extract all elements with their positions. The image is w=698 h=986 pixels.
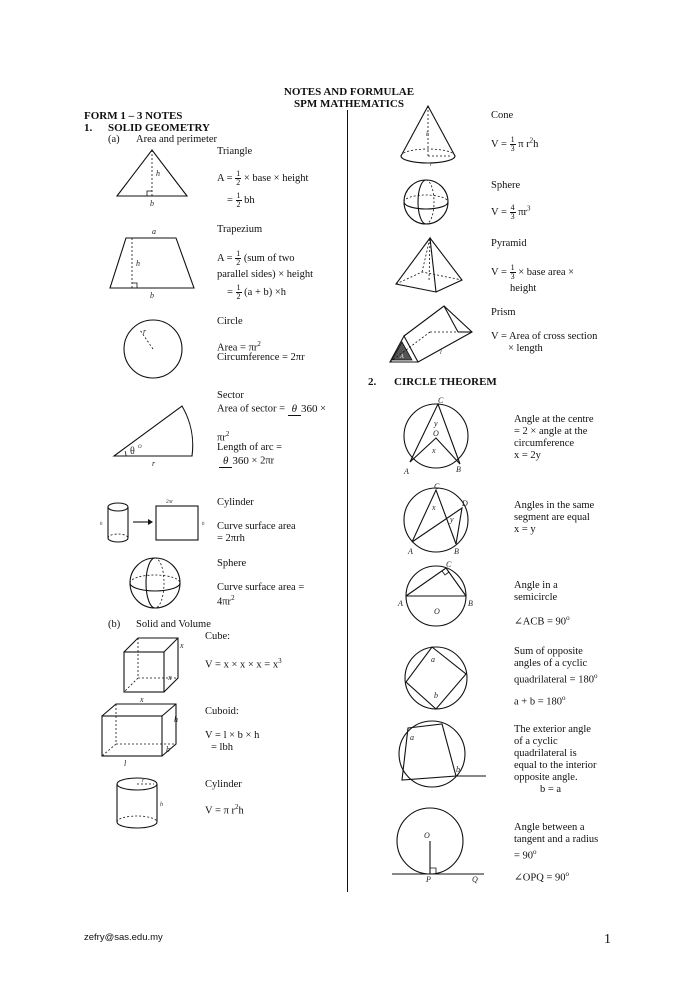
theorem-tangent-figure (392, 806, 488, 882)
t2-y: y (450, 515, 454, 524)
section-2-number: 2. (368, 376, 377, 388)
triangle-formula-1 (217, 170, 308, 187)
trapezium-name: Trapezium (217, 224, 263, 235)
t2-line1: Angles in the same (514, 500, 595, 511)
frac-num: 1 (236, 169, 241, 178)
deg: o (565, 870, 569, 878)
cylinder-csa-2: = 2πrh (217, 533, 245, 544)
theta-over-360 (219, 454, 249, 468)
sphere-f1a: V = (491, 206, 507, 218)
cone-r-label: r (430, 162, 433, 168)
sector-area-formula (217, 402, 326, 416)
theorem-5-text (514, 724, 597, 796)
prism-formula-2: × length (508, 343, 543, 354)
t1-x: x (432, 446, 436, 455)
t1-O: O (433, 429, 439, 438)
t2-C: C (434, 482, 440, 491)
t6-eq: = 90 (514, 850, 534, 862)
trapezium-f1a: A = (217, 252, 233, 264)
frac-den: 360 (232, 455, 249, 467)
t4-sum: a + b = 180 (514, 696, 563, 708)
sector-arc-rest: × 2πr (251, 455, 275, 467)
t1-C: C (438, 396, 444, 405)
trapezium-formula-2: parallel sides) × height (217, 269, 314, 280)
t5-line5: opposite angle. (514, 772, 578, 783)
sq: 2 (235, 803, 239, 811)
sphere-f1b: πr (518, 206, 528, 218)
triangle-formula-2 (227, 192, 255, 209)
sector-theta-label: θ (130, 446, 135, 457)
t2-B: B (454, 547, 459, 556)
frac-num: 1 (236, 249, 241, 258)
cone-h-label: h (426, 132, 429, 138)
footer-email: zefry@sas.edu.my (84, 932, 163, 943)
section-1-number: 1. (84, 122, 93, 134)
sphere-name: Sphere (217, 558, 247, 569)
cone-name: Cone (491, 110, 514, 121)
t5-line3: quadrilateral is (514, 748, 577, 759)
deg: o (566, 614, 570, 622)
frac-num: θ (288, 403, 301, 416)
frac-den: 360 (301, 403, 318, 415)
sector-r-label: r (152, 459, 156, 468)
sphere-volume-figure (402, 178, 452, 228)
title-line-2: SPM MATHEMATICS (294, 98, 404, 110)
sphere-csa-1: Curve surface area = (217, 582, 305, 593)
t6-line2: tangent and a radius (514, 834, 599, 845)
pyramid-f1a: V = (491, 266, 507, 278)
theorem-same-segment-figure (400, 484, 472, 556)
deg: o (562, 694, 566, 702)
cone-figure (398, 104, 458, 168)
frac-num: 4 (510, 203, 515, 212)
t6-Q: Q (472, 875, 478, 884)
t3-line1: Angle in a (514, 580, 558, 591)
sector-name: Sector (217, 390, 244, 401)
frac-num: θ (219, 455, 232, 468)
triangle-h-label: h (156, 169, 160, 178)
triangle-f1a: A = (217, 172, 233, 184)
cuboid-formula-1: V = l × b × h (205, 730, 260, 741)
half-fraction (235, 170, 241, 187)
cube-exp: 3 (527, 204, 531, 213)
sphere-4pir: 4πr (217, 596, 232, 608)
half-fraction (236, 284, 242, 301)
cone-formula (491, 136, 538, 153)
t5-line1: The exterior angle (514, 724, 591, 735)
t4-180: quadrilateral = 180 (514, 674, 594, 686)
trapezium-f1b: (sum of two (243, 252, 295, 264)
circle-figure (122, 318, 184, 380)
t3-B: B (468, 599, 473, 608)
deg: o (593, 672, 598, 680)
cylinder-csa-1: Curve surface area (217, 521, 296, 532)
theorem-3-text (514, 580, 558, 604)
sphere-csa-2 (217, 594, 235, 608)
cylinder-h-label-right: h (202, 522, 205, 527)
t5-a: a (410, 733, 414, 742)
frac-den: 3 (510, 212, 515, 221)
subsection-b-title: Solid and Volume (136, 619, 211, 630)
cube-x-label-2: x (168, 673, 172, 682)
cyl-vol-text: V = π r (205, 805, 235, 817)
t4-line4 (514, 694, 566, 708)
theorem-4-text (514, 646, 597, 687)
subsection-b-label: (b) (108, 619, 121, 630)
frac-num: 1 (236, 283, 241, 292)
t1-line1: Angle at the centre (514, 414, 594, 425)
sq: 2 (225, 430, 230, 438)
prism-l-label: l (440, 350, 442, 356)
subsection-a-title: Area and perimeter (136, 134, 218, 145)
trapezium-f3a: = (227, 286, 233, 298)
theorem-exterior-angle-figure (390, 720, 486, 792)
t2-line3: x = y (514, 524, 536, 535)
circle-area-text: Area = πr (217, 342, 258, 354)
deg: o (533, 848, 537, 856)
t1-line2: = 2 × angle at the (514, 426, 588, 437)
cuboid-figure (100, 702, 184, 768)
cuboid-l-label: l (124, 759, 127, 768)
cuboid-h-label: h (174, 715, 178, 724)
cone-f1a: V = (491, 138, 507, 150)
sq: 2 (529, 136, 534, 145)
t6-line4 (514, 870, 569, 884)
column-divider (347, 110, 348, 892)
cylinder-h-label: h (160, 802, 163, 808)
sector-figure (112, 404, 194, 466)
triangle-f1b: × base × height (243, 172, 309, 184)
section-1-title: SOLID GEOMETRY (108, 122, 210, 134)
t5-b: b (456, 765, 460, 774)
theorem-semicircle-figure (396, 560, 482, 630)
trapezium-a-label: a (152, 227, 156, 236)
t4-line3 (514, 670, 597, 687)
theorem-1-text (514, 414, 594, 462)
cylinder-name: Cylinder (217, 497, 254, 508)
prism-A-label: A (400, 354, 404, 360)
trapezium-f3b: (a + b) ×h (244, 286, 287, 298)
t1-B: B (456, 465, 461, 474)
prism-figure (388, 302, 478, 366)
title-line-1: NOTES AND FORMULAE (283, 86, 415, 98)
cylinder-r-label: r (142, 778, 145, 784)
cuboid-b-label: b (166, 745, 170, 754)
sq: 2 (257, 340, 261, 348)
frac-den: 2 (236, 258, 241, 267)
cube-name: Cube: (205, 631, 231, 642)
frac-num: 1 (236, 191, 241, 200)
t6-O: O (424, 831, 430, 840)
t1-y: y (434, 419, 438, 428)
prism-formula-1: V = Area of cross section (491, 331, 598, 342)
pyramid-formula-2: height (510, 283, 537, 294)
sq: 2 (231, 594, 235, 602)
t3-line3 (514, 614, 570, 628)
cylinder-h-label-left: h (100, 522, 103, 527)
cuboid-name: Cuboid: (205, 706, 239, 717)
t2-D: D (462, 499, 468, 508)
t1-A: A (404, 467, 409, 476)
trapezium-figure (108, 226, 198, 298)
sector-area-label: Area of sector = (217, 403, 286, 415)
trapezium-b-label: b (150, 291, 154, 300)
prism-name: Prism (491, 307, 516, 318)
t4-line1: Sum of opposite (514, 646, 583, 657)
triangle-figure (112, 148, 192, 208)
triangle-f2b: bh (244, 194, 255, 206)
theorem-6-text (514, 822, 598, 863)
t3-O: O (434, 607, 440, 616)
theorem-cyclic-quad-figure (402, 644, 470, 712)
t4-b: b (434, 691, 438, 700)
cube-formula (205, 657, 282, 671)
cone-f1b: π r (518, 138, 530, 150)
pir-text: πr (217, 432, 226, 444)
frac-den: 2 (236, 200, 241, 209)
frac-den: 3 (510, 144, 515, 153)
page-title (0, 86, 698, 110)
sector-o-label: O (138, 445, 142, 450)
cube-x-label-1: x (180, 641, 184, 650)
trapezium-h-label: h (136, 259, 140, 268)
frac-den: 3 (510, 272, 515, 281)
pyramid-f1b: × base area × (518, 266, 575, 278)
sector-arc-label: Length of arc = (217, 442, 283, 453)
t1-line3: circumference (514, 438, 575, 449)
cone-f1c: h (533, 138, 539, 150)
cube-x-label-3: x (140, 695, 144, 704)
cube-formula-text: V = x × x × x = x (205, 659, 279, 671)
triangle-name: Triangle (217, 146, 253, 157)
trapezium-formula-3 (227, 284, 286, 301)
cylinder-volume-formula (205, 803, 244, 817)
frac-num: 1 (510, 135, 515, 144)
four-third-fraction (510, 204, 516, 221)
cube-figure (118, 636, 188, 704)
third-fraction (510, 264, 516, 281)
frac-den: 2 (236, 178, 241, 187)
t3-C: C (446, 560, 452, 569)
t6-opq: ∠OPQ = 90 (514, 872, 566, 884)
sector-arc-formula (219, 454, 274, 468)
t4-a: a (431, 655, 435, 664)
section-2-title: CIRCLE THEOREM (394, 376, 497, 388)
cylinder-volume-name: Cylinder (205, 779, 242, 790)
t2-line2: segment are equal (514, 512, 590, 523)
t1-line4: x = 2y (514, 450, 541, 461)
t4-line2: angles of a cyclic (514, 658, 588, 669)
half-fraction (236, 192, 242, 209)
t3-acb: ∠ACB = 90 (514, 616, 567, 628)
theta-over-360 (288, 402, 318, 416)
triangle-f2a: = (227, 194, 233, 206)
circle-r-label: r (143, 327, 147, 336)
subsection-a-label: (a) (108, 134, 120, 145)
t2-x: x (432, 503, 436, 512)
pyramid-formula-1 (491, 264, 574, 281)
sphere-volume-formula (491, 204, 531, 221)
trapezium-formula-1 (217, 250, 295, 267)
cyl-vol-h: h (238, 805, 244, 817)
third-fraction (510, 136, 516, 153)
cylinder-volume-figure (112, 776, 166, 832)
theorem-centre-angle-figure (400, 398, 472, 476)
triangle-b-label: b (150, 199, 154, 208)
pyramid-figure (392, 236, 466, 294)
t6-line1: Angle between a (514, 822, 585, 833)
frac-den: 2 (236, 292, 241, 301)
sphere-surface-figure (128, 556, 182, 610)
form-heading: FORM 1 – 3 NOTES (84, 110, 183, 122)
theorem-2-text (514, 500, 594, 536)
times-sign: × (320, 403, 327, 415)
cylinder-2pr-label: 2πr (166, 500, 173, 505)
circle-name: Circle (217, 316, 243, 327)
circle-circumference: Circumference = 2πr (217, 352, 305, 363)
t6-line3 (514, 846, 598, 863)
cube-exp: 3 (278, 657, 282, 665)
t5-line2: of a cyclic (514, 736, 558, 747)
t2-A: A (408, 547, 413, 556)
half-fraction (235, 250, 241, 267)
t3-line2: semicircle (514, 592, 558, 603)
t5-line4: equal to the interior (514, 760, 597, 771)
cuboid-formula-2: = lbh (211, 742, 233, 753)
t5-line6: b = a (540, 784, 562, 795)
cylinder-net-figure (98, 500, 208, 546)
pyramid-name: Pyramid (491, 238, 527, 249)
t3-A: A (398, 599, 403, 608)
sphere-volume-name: Sphere (491, 180, 521, 191)
frac-num: 1 (510, 263, 515, 272)
t6-P: P (426, 875, 431, 884)
page-number: 1 (604, 932, 611, 947)
